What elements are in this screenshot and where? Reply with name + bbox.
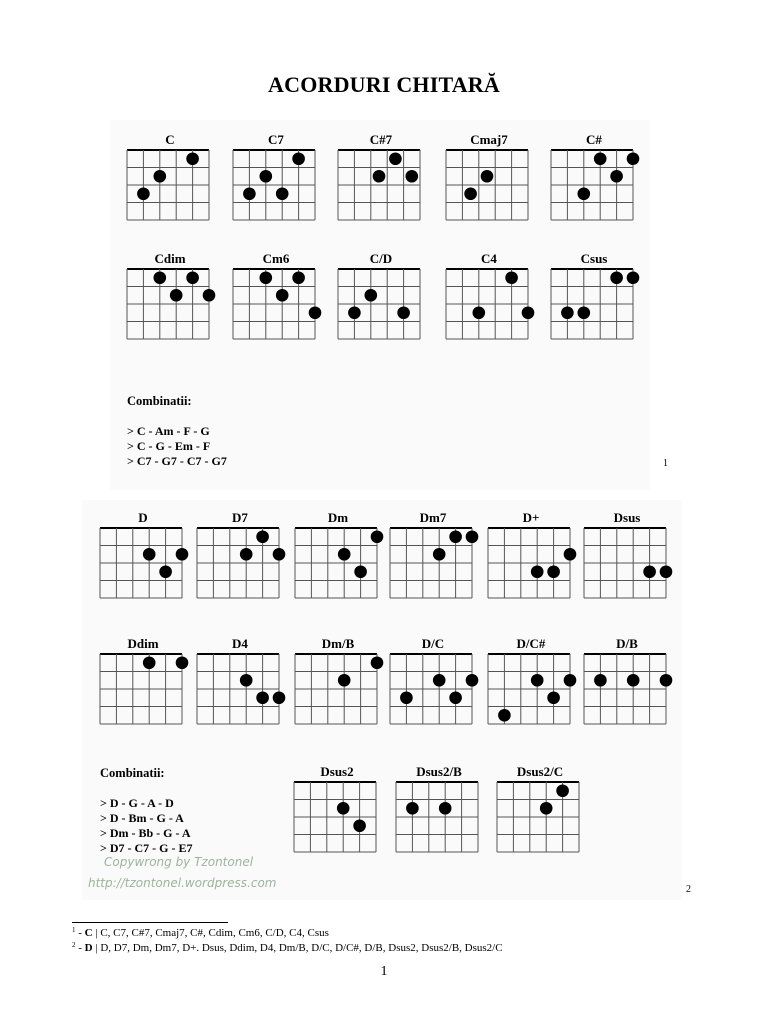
chord-name: D/B <box>616 636 638 651</box>
finger-dot <box>143 656 156 669</box>
chord-name: Dsus <box>613 510 641 525</box>
finger-dot <box>660 565 673 578</box>
finger-dot <box>186 271 199 284</box>
fretboard <box>390 654 474 726</box>
finger-dot <box>143 548 156 561</box>
finger-dot <box>540 802 553 815</box>
chord-diagram <box>127 251 213 341</box>
page-title: ACORDURI CHITARĂ <box>268 72 500 97</box>
finger-dot <box>498 709 511 722</box>
finger-dot <box>481 170 494 183</box>
finger-dot <box>627 271 640 284</box>
finger-dot <box>338 548 351 561</box>
footnote-1: $^1$ - C | C, C7, C#7, Cmaj7, C#, Cdim, Cm6, C/D, C4, Csus <box>72 926 329 939</box>
fretboard <box>551 150 635 222</box>
chord-name: Dsus2 <box>320 764 354 779</box>
footnote-key: C <box>84 927 93 939</box>
chord-diagram <box>233 132 319 222</box>
chord-diagram <box>295 510 381 600</box>
finger-dot <box>406 802 419 815</box>
chord-name: Dm7 <box>419 510 447 525</box>
fretboard <box>197 528 281 600</box>
fretboard <box>446 269 530 341</box>
chord-name: D+ <box>522 510 540 525</box>
finger-dot <box>505 271 518 284</box>
fretboard <box>295 654 379 726</box>
progression-item: > C7 - G7 - C7 - G7 <box>127 454 227 468</box>
finger-dot <box>660 674 673 687</box>
chord-name: Dm/B <box>321 636 355 651</box>
section2-marker: 2 <box>686 884 691 895</box>
finger-dot <box>243 187 256 200</box>
chord-diagram <box>294 764 380 854</box>
fretboard <box>390 528 474 600</box>
finger-dot <box>186 152 199 165</box>
chord-diagram <box>488 636 574 726</box>
finger-dot <box>240 548 253 561</box>
finger-dot <box>292 152 305 165</box>
footnote-text: | D, D7, Dm, Dm7, D+. Dsus, Ddim, D4, Dm/B, D/C, D/C#, D/B, Dsus2, Dsus2/B, Dsus2/C <box>92 942 503 954</box>
finger-dot <box>154 271 167 284</box>
chord-name: Dsus2/C <box>516 764 564 779</box>
finger-dot <box>400 691 413 704</box>
chord-name: Cmaj7 <box>470 132 508 147</box>
footnote-key: D <box>84 942 93 954</box>
chord-diagram <box>295 636 381 726</box>
finger-dot <box>610 271 623 284</box>
chord-name: Cdim <box>154 251 186 266</box>
finger-dot <box>439 802 452 815</box>
chord-name: Dm <box>327 510 349 525</box>
progression-item: > C - Am - F - G <box>127 424 210 438</box>
finger-dot <box>594 674 607 687</box>
chord-diagram <box>390 510 476 600</box>
finger-dot <box>433 674 446 687</box>
finger-dot <box>154 170 167 183</box>
chord-name: D <box>138 510 148 525</box>
finger-dot <box>240 674 253 687</box>
progression-item: > D - Bm - G - A <box>100 811 184 825</box>
finger-dot <box>627 674 640 687</box>
chord-diagram <box>233 251 319 341</box>
section1-combinations <box>127 394 227 469</box>
chord-name: D4 <box>232 636 248 651</box>
finger-dot <box>522 306 535 319</box>
combinatii-title: Combinatii: <box>127 394 192 408</box>
finger-dot <box>292 271 305 284</box>
footnote-number: 1 <box>72 926 76 934</box>
chord-name: Csus <box>580 251 608 266</box>
finger-dot <box>627 152 640 165</box>
finger-dot <box>256 530 269 543</box>
finger-dot <box>406 170 419 183</box>
fretboard <box>551 269 635 341</box>
chord-name: C#7 <box>369 132 393 147</box>
fretboard <box>127 150 211 222</box>
finger-dot <box>547 691 560 704</box>
finger-dot <box>561 306 574 319</box>
watermark-copyright: Copywrong by Tzontonel <box>104 855 254 869</box>
fretboard <box>396 782 480 854</box>
section1-marker: 1 <box>663 458 668 469</box>
finger-dot <box>594 152 607 165</box>
finger-dot <box>203 289 216 302</box>
chord-name: C7 <box>268 132 284 147</box>
fretboard <box>233 269 317 341</box>
footnote-rule <box>72 922 228 923</box>
finger-dot <box>556 784 569 797</box>
progression-item: > D - G - A - D <box>100 796 174 810</box>
finger-dot <box>466 530 479 543</box>
chord-diagram <box>446 251 532 341</box>
chord-name: Ddim <box>127 636 159 651</box>
progression-item: > Dm - Bb - G - A <box>100 826 191 840</box>
chord-diagram <box>197 510 283 600</box>
finger-dot <box>338 674 351 687</box>
footnote-text: | C, C7, C#7, Cmaj7, C#, Cdim, Cm6, C/D, C4, Csus <box>92 927 329 939</box>
finger-dot <box>371 530 384 543</box>
finger-dot <box>159 565 172 578</box>
finger-dot <box>273 548 286 561</box>
fretboard <box>488 528 572 600</box>
chord-diagram <box>446 132 532 222</box>
chord-diagram <box>100 636 186 726</box>
fretboard <box>497 782 581 854</box>
chord-diagram <box>338 251 424 341</box>
finger-dot <box>170 289 183 302</box>
combinatii-title: Combinatii: <box>100 766 165 780</box>
fretboard <box>338 150 422 222</box>
finger-dot <box>276 187 289 200</box>
watermark-url: http://tzontonel.wordpress.com <box>88 876 277 890</box>
fretboard <box>294 782 378 854</box>
finger-dot <box>176 548 189 561</box>
finger-dot <box>449 691 462 704</box>
finger-dot <box>276 289 289 302</box>
finger-dot <box>389 152 402 165</box>
progression-item: > C - G - Em - F <box>127 439 211 453</box>
finger-dot <box>531 565 544 578</box>
chord-diagram <box>488 510 574 600</box>
finger-dot <box>643 565 656 578</box>
finger-dot <box>365 289 378 302</box>
finger-dot <box>464 187 477 200</box>
fretboard <box>100 528 184 600</box>
finger-dot <box>610 170 623 183</box>
finger-dot <box>433 548 446 561</box>
chord-diagram <box>396 764 482 854</box>
chord-diagram <box>338 132 424 222</box>
finger-dot <box>176 656 189 669</box>
page-number: 1 <box>380 964 388 979</box>
fretboard <box>446 150 530 222</box>
fretboard <box>488 654 572 726</box>
finger-dot <box>564 548 577 561</box>
finger-dot <box>531 674 544 687</box>
chord-diagram <box>551 251 637 341</box>
chord-name: C/D <box>369 251 393 266</box>
fretboard <box>197 654 281 726</box>
finger-dot <box>373 170 386 183</box>
fretboard <box>233 150 317 222</box>
fretboard <box>295 528 379 600</box>
chord-name: D/C# <box>516 636 546 651</box>
fretboard <box>584 654 668 726</box>
section2-combinations <box>100 766 193 856</box>
fretboard <box>338 269 422 341</box>
finger-dot <box>260 170 273 183</box>
chord-diagram <box>584 636 670 726</box>
finger-dot <box>260 271 273 284</box>
chord-diagram <box>497 764 583 854</box>
finger-dot <box>354 565 367 578</box>
finger-dot <box>353 819 366 832</box>
footnote-2: $^2$ - D | D, D7, Dm, Dm7, D+. Dsus, Ddim, D4, Dm/B, D/C, D/C#, D/B, Dsus2, Dsus2/B, Dsus2/C <box>72 941 503 954</box>
finger-dot <box>466 674 479 687</box>
progression-item: > D7 - C7 - G - E7 <box>100 841 193 855</box>
finger-dot <box>309 306 322 319</box>
finger-dot <box>449 530 462 543</box>
finger-dot <box>473 306 486 319</box>
chord-diagram <box>197 636 283 726</box>
finger-dot <box>348 306 361 319</box>
chord-name: D7 <box>232 510 248 525</box>
finger-dot <box>578 187 591 200</box>
chord-diagram <box>551 132 637 222</box>
chord-name: C <box>165 132 175 147</box>
chord-name: D/C <box>421 636 445 651</box>
finger-dot <box>371 656 384 669</box>
chord-diagram <box>584 510 670 600</box>
chord-diagram <box>100 510 186 600</box>
finger-dot <box>547 565 560 578</box>
fretboard <box>584 528 668 600</box>
finger-dot <box>273 691 286 704</box>
chord-diagram <box>390 636 476 726</box>
finger-dot <box>337 802 350 815</box>
finger-dot <box>578 306 591 319</box>
finger-dot <box>256 691 269 704</box>
chord-diagram <box>127 132 213 222</box>
finger-dot <box>564 674 577 687</box>
finger-dot <box>137 187 150 200</box>
finger-dot <box>397 306 410 319</box>
chord-name: Cm6 <box>262 251 290 266</box>
chord-name: Dsus2/B <box>416 764 462 779</box>
chord-name: C4 <box>481 251 497 266</box>
fretboard <box>127 269 211 341</box>
chord-name: C# <box>586 132 602 147</box>
footnote-number: 2 <box>72 941 76 949</box>
fretboard <box>100 654 184 726</box>
